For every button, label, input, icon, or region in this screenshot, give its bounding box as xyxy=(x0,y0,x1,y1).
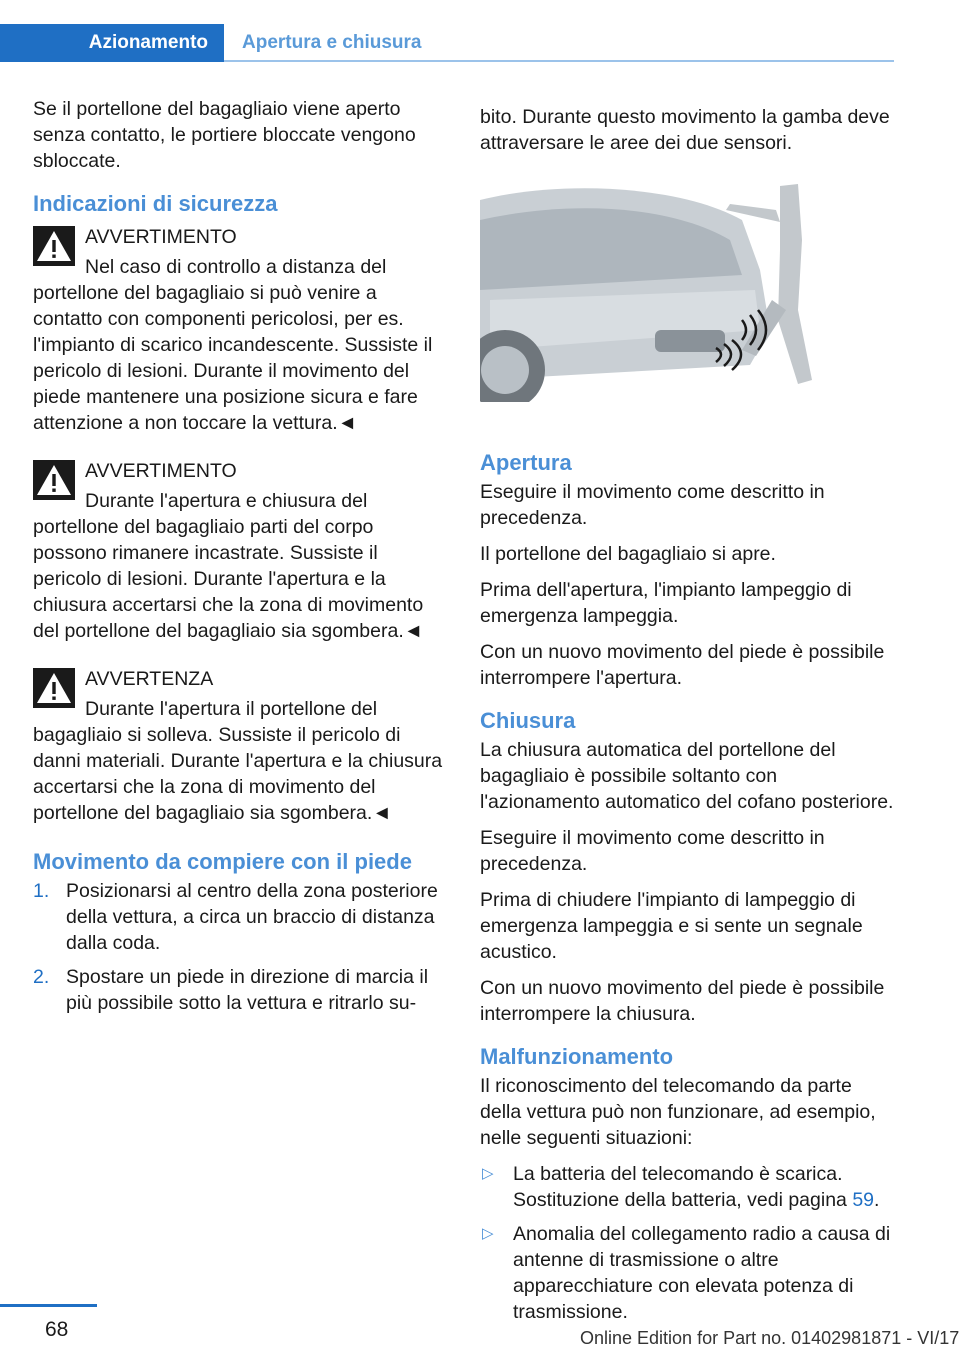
warning-block-1 xyxy=(33,224,448,436)
list-item xyxy=(33,878,448,956)
continuation-paragraph: bito. Durante questo movimento la gamba deve attraversare le aree dei due sensori. xyxy=(480,106,890,154)
list-item xyxy=(480,1221,896,1325)
steps-list xyxy=(33,878,448,1016)
warning-text: Durante l'apertura e chiusura del portellone del bagagliaio parti del corpo possono rimanere incastrate. Sussiste il pericolo di lesioni. Durante l'apertura e la chiusura accertarsi che la zona di movimento del portellone del bagagliaio sia sgombera.◄ xyxy=(33,490,424,642)
bullet-triangle-icon: ▷ xyxy=(482,1225,494,1242)
bullet-triangle-icon: ▷ xyxy=(482,1165,494,1182)
page-link[interactable]: 59 xyxy=(852,1189,875,1211)
apertura-paragraph-1: Eseguire il movimento come descritto in precedenza. xyxy=(480,481,825,529)
warning-text: Nel caso di controllo a distanza del portellone del bagagliaio si può venire a contatto con componenti pericolosi, per es. l'impianto di scarico incandescente. Sussiste il pericolo di lesioni. Durante il movimento del piede mantenere una posizione sicura e fare attenzione a non toccare la vettura.◄ xyxy=(33,256,433,434)
step-text: Posizionarsi al centro della zona posteriore della vettura, a circa un braccio di distanza dalla coda. xyxy=(66,880,438,954)
apertura-heading: Apertura xyxy=(480,450,572,475)
chiusura-paragraph-3: Prima di chiudere l'impianto di lampeggio di emergenza lampeggia e si sente un segnale acustico. xyxy=(480,889,863,963)
warning-triangle-icon xyxy=(33,226,75,266)
chiusura-paragraph-1: La chiusura automatica del portellone del bagagliaio è possibile soltanto con l'azionamento automatico del cofano posteriore. xyxy=(480,739,894,813)
malfunction-list xyxy=(480,1161,896,1325)
warning-block-2 xyxy=(33,458,448,644)
bullet-text: Anomalia del collegamento radio a causa di antenne di trasmissione o altre apparecchiature con elevata potenza di trasmissione. xyxy=(513,1223,891,1323)
notice-title: AVVERTENZA xyxy=(85,668,214,690)
step-text: Spostare un piede in direzione di marcia il più possibile sotto la vettura e ritrarlo su- xyxy=(66,966,429,1014)
intro-paragraph: Se il portellone del bagagliaio viene aperto senza contatto, le portiere bloccate vengono sbloccate. xyxy=(33,98,416,172)
edition-note: Online Edition for Part no. 01402981871 - VI/17 xyxy=(580,1328,960,1348)
apertura-paragraph-4: Con un nuovo movimento del piede è possibile interrompere l'apertura. xyxy=(480,641,885,689)
warning-title: AVVERTIMENTO xyxy=(85,226,237,248)
malfunzionamento-heading: Malfunzionamento xyxy=(480,1044,674,1069)
apertura-paragraph-3: Prima dell'apertura, l'impianto lampeggio di emergenza lampeggia. xyxy=(480,579,852,627)
list-item xyxy=(480,1161,896,1213)
warning-triangle-icon xyxy=(33,460,75,500)
notice-block xyxy=(33,666,448,826)
apertura-paragraph-2: Il portellone del bagagliaio si apre. xyxy=(480,543,776,565)
malfunzionamento-intro: Il riconoscimento del telecomando da parte della vettura può non funzionare, ad esempio, nelle seguenti situazioni: xyxy=(480,1075,876,1149)
step-number: 2. xyxy=(33,966,50,988)
chiusura-paragraph-2: Eseguire il movimento come descritto in precedenza. xyxy=(480,827,825,875)
page-number: 68 xyxy=(45,1318,69,1341)
footer-line xyxy=(0,1304,97,1307)
chiusura-heading: Chiusura xyxy=(480,708,576,733)
chiusura-paragraph-4: Con un nuovo movimento del piede è possibile interrompere la chiusura. xyxy=(480,977,885,1025)
list-item xyxy=(33,964,448,1016)
header-tabbar xyxy=(0,0,894,64)
foot-gesture-illustration xyxy=(480,180,836,402)
bullet-text: La batteria del telecomando è scarica. Sostituzione della batteria, vedi pagina xyxy=(513,1163,853,1211)
movement-heading: Movimento da compiere con il piede xyxy=(33,849,412,874)
tab-azionamento[interactable]: Azionamento xyxy=(0,24,224,62)
right-column xyxy=(480,104,896,1333)
warning-title: AVVERTIMENTO xyxy=(85,460,237,482)
left-column xyxy=(33,96,448,1024)
notice-triangle-icon xyxy=(33,668,75,708)
notice-text: Durante l'apertura il portellone del bagagliaio si solleva. Sussiste il pericolo di danni materiali. Durante l'apertura e la chiusura accertarsi che la zona di movimento del portellone del bagagliaio sia sgombera.◄ xyxy=(33,698,443,824)
tab-underline xyxy=(224,60,894,62)
step-number: 1. xyxy=(33,880,50,902)
tab-apertura-chiusura[interactable]: Apertura e chiusura xyxy=(242,32,422,53)
safety-heading: Indicazioni di sicurezza xyxy=(33,191,278,216)
bullet-end: . xyxy=(874,1189,880,1211)
